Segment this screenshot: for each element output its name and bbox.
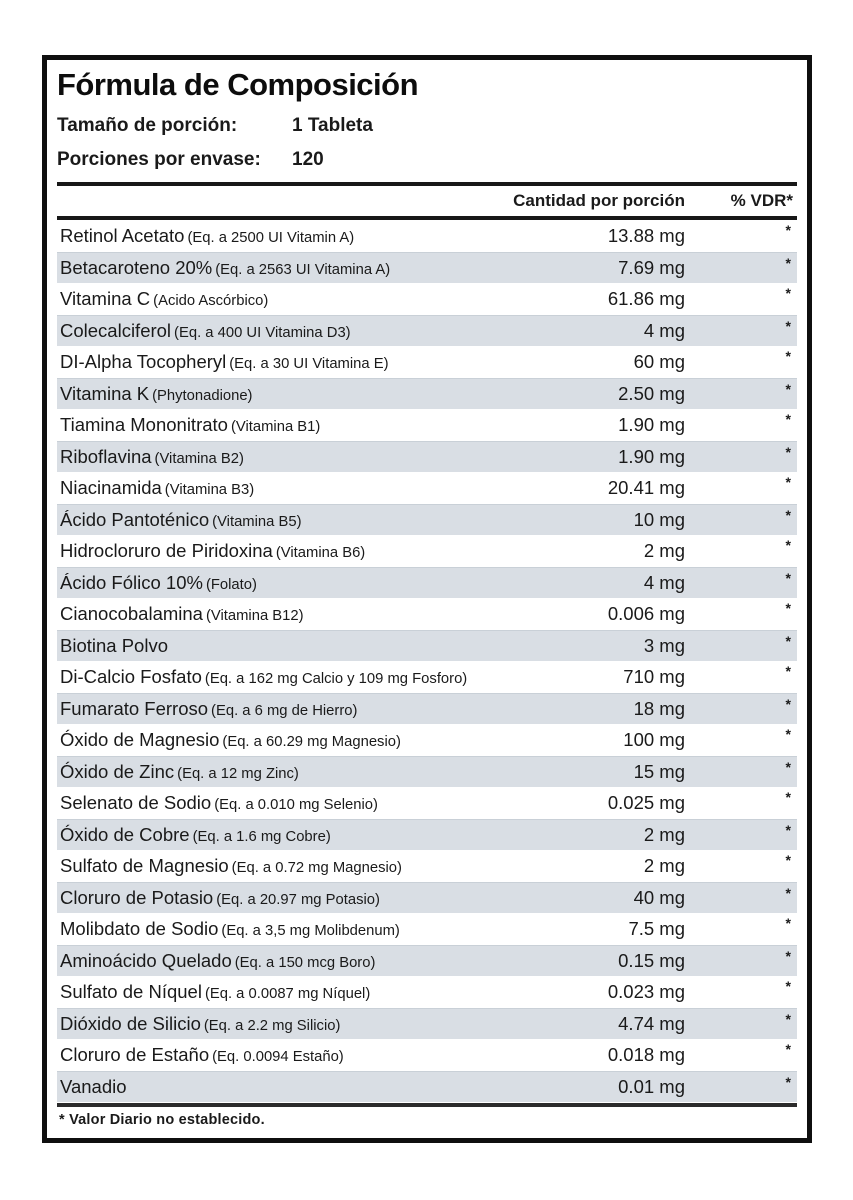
table-row [57, 220, 797, 252]
table-row [57, 945, 797, 977]
ingredient-amount: 1.90 mg [618, 414, 685, 436]
ingredient-detail: (Vitamina B3) [164, 481, 255, 498]
servings-per-container-label: Porciones por envase: [57, 148, 261, 170]
table-row [57, 598, 797, 630]
ingredient-detail: (Eq. 0.0094 Estaño) [212, 1048, 344, 1065]
table-row [57, 504, 797, 536]
ingredient-name-cell [57, 382, 470, 404]
ingredient-name: DI-Alpha Tocopheryl [60, 350, 227, 372]
ingredient-amount: 10 mg [633, 509, 685, 531]
ingredient-amount: 7.5 mg [628, 918, 685, 940]
serving-size-value: 1 Tableta [292, 114, 373, 136]
ingredient-name: Óxido de Zinc [60, 760, 175, 782]
ingredient-name: Vitamina C [60, 287, 151, 309]
ingredient-detail: (Eq. a 0.72 mg Magnesio) [231, 859, 402, 876]
ingredient-name: Betacaroteno 20% [60, 256, 213, 278]
ingredient-amount: 20.41 mg [607, 477, 685, 499]
table-row [57, 630, 797, 662]
ingredient-detail: (Eq. a 162 mg Calcio y 109 mg Fosforo) [204, 670, 468, 687]
ingredient-amount: 2 mg [643, 540, 685, 562]
ingredient-detail: (Vitamina B2) [154, 450, 244, 467]
ingredient-name: Biotina Polvo [60, 634, 168, 656]
table-row [57, 976, 797, 1008]
ingredient-name: Tiamina Mononitrato [60, 413, 228, 435]
ingredient-vdr: * [785, 852, 791, 869]
supplement-facts-label [42, 55, 812, 1143]
ingredient-rows [57, 220, 797, 1102]
ingredient-name: Niacinamida [60, 476, 162, 498]
ingredient-vdr: * [785, 1041, 791, 1058]
ingredient-name: Sulfato de Níquel [60, 980, 202, 1002]
ingredient-amount: 0.006 mg [607, 603, 685, 625]
ingredient-name: Cloruro de Potasio [60, 886, 214, 908]
ingredient-detail: (Eq. a 3,5 mg Molibdenum) [221, 922, 400, 939]
ingredient-detail: (Eq. a 2563 UI Vitamina A) [215, 261, 391, 278]
ingredient-amount: 4.74 mg [618, 1013, 685, 1035]
ingredient-vdr: * [785, 600, 791, 617]
table-row [57, 1039, 797, 1071]
ingredient-name: Fumarato Ferroso [60, 697, 209, 719]
ingredient-name-cell [57, 791, 470, 813]
ingredient-amount: 0.023 mg [607, 981, 685, 1003]
ingredient-vdr: * [785, 1010, 791, 1027]
ingredient-name: Hidrocloruro de Piridoxina [60, 539, 273, 561]
ingredient-detail: (Eq. a 2.2 mg Silicio) [203, 1017, 341, 1034]
ingredient-amount: 2.50 mg [618, 383, 685, 405]
ingredient-name-cell [57, 413, 470, 435]
ingredient-amount: 61.86 mg [607, 288, 685, 310]
column-header-amount: Cantidad por porción [513, 191, 685, 211]
ingredient-name-cell [57, 1012, 470, 1034]
ingredient-name-cell [57, 445, 470, 467]
page-title: Fórmula de Composición [57, 67, 419, 102]
servings-per-container-value: 120 [292, 148, 324, 170]
ingredient-name: Riboflavina [60, 445, 152, 467]
ingredient-name-cell [57, 287, 470, 309]
table-row [57, 724, 797, 756]
table-row [57, 283, 797, 315]
ingredient-detail: (Eq. a 12 mg Zinc) [177, 765, 299, 782]
ingredient-vdr: * [785, 978, 791, 995]
ingredient-detail: (Vitamina B1) [230, 418, 321, 435]
ingredient-detail: (Vitamina B5) [212, 513, 302, 530]
ingredient-name: Ácido Fólico 10% [60, 571, 203, 593]
ingredient-amount: 0.025 mg [607, 792, 685, 814]
ingredient-detail: (Eq. a 0.0087 mg Níquel) [204, 985, 371, 1002]
ingredient-name-cell [57, 980, 470, 1002]
ingredient-vdr: * [785, 348, 791, 365]
ingredient-name-cell [57, 602, 470, 624]
ingredient-amount: 60 mg [633, 351, 685, 373]
table-row [57, 378, 797, 410]
ingredient-name: Aminoácido Quelado [60, 949, 232, 971]
ingredient-name: Óxido de Magnesio [60, 728, 220, 750]
ingredient-detail: (Vitamina B6) [275, 544, 366, 561]
ingredient-name-cell [57, 760, 470, 782]
ingredient-name-cell [57, 665, 470, 687]
table-row [57, 756, 797, 788]
table-row [57, 819, 797, 851]
table-row [57, 252, 797, 284]
serving-size-row [57, 116, 797, 137]
ingredient-vdr: * [785, 317, 791, 334]
ingredient-name: Dióxido de Silicio [60, 1012, 201, 1034]
ingredient-amount: 4 mg [643, 572, 685, 594]
ingredient-name: Selenato de Sodio [60, 791, 212, 813]
ingredient-amount: 7.69 mg [618, 257, 685, 279]
ingredient-name-cell [57, 634, 470, 656]
ingredient-amount: 2 mg [643, 855, 685, 877]
ingredient-detail [168, 640, 171, 656]
ingredient-amount: 15 mg [633, 761, 685, 783]
servings-per-container-row [57, 150, 797, 171]
ingredient-vdr: * [785, 695, 791, 712]
ingredient-detail: (Eq. a 1.6 mg Cobre) [192, 828, 331, 845]
ingredient-detail: (Eq. a 150 mcg Boro) [234, 954, 376, 971]
ingredient-vdr: * [785, 947, 791, 964]
ingredient-amount: 0.15 mg [618, 950, 685, 972]
ingredient-detail: (Eq. a 30 UI Vitamina E) [229, 355, 389, 372]
ingredient-name: Sulfato de Magnesio [60, 854, 229, 876]
serving-size-label: Tamaño de porción: [57, 114, 238, 136]
ingredient-name: Ácido Pantoténico [60, 508, 210, 530]
ingredient-detail: (Eq. a 20.97 mg Potasio) [216, 891, 380, 908]
ingredient-name-cell [57, 476, 470, 498]
table-row [57, 567, 797, 599]
ingredient-name: Di-Calcio Fosfato [60, 665, 202, 687]
ingredient-name-cell [57, 256, 470, 278]
ingredient-amount: 2 mg [643, 824, 685, 846]
table-row [57, 787, 797, 819]
ingredient-amount: 40 mg [633, 887, 685, 909]
ingredient-name: Cloruro de Estaño [60, 1043, 210, 1065]
ingredient-name-cell [57, 508, 470, 530]
ingredient-amount: 18 mg [633, 698, 685, 720]
column-header-vdr: % VDR* [730, 191, 793, 211]
ingredient-name: Óxido de Cobre [60, 823, 190, 845]
ingredient-detail: (Eq. a 6 mg de Hierro) [211, 702, 358, 719]
ingredient-amount: 0.018 mg [607, 1044, 685, 1066]
table-row [57, 850, 797, 882]
ingredient-vdr: * [785, 285, 791, 302]
ingredient-amount: 3 mg [643, 635, 685, 657]
column-header-row [57, 186, 797, 216]
ingredient-name-cell [57, 1075, 470, 1097]
ingredient-name-cell [57, 917, 470, 939]
table-row [57, 409, 797, 441]
ingredient-name: Cianocobalamina [60, 602, 203, 624]
table-row [57, 346, 797, 378]
ingredient-vdr: * [785, 380, 791, 397]
ingredient-name-cell [57, 571, 470, 593]
ingredient-detail: (Eq. a 60.29 mg Magnesio) [222, 733, 401, 750]
ingredient-vdr: * [785, 443, 791, 460]
table-row [57, 315, 797, 347]
ingredient-amount: 0.01 mg [618, 1076, 685, 1098]
table-row [57, 661, 797, 693]
ingredient-detail: (Eq. a 2500 UI Vitamin A) [187, 229, 355, 246]
ingredient-name-cell [57, 539, 470, 561]
ingredient-amount: 4 mg [643, 320, 685, 342]
ingredient-vdr: * [785, 884, 791, 901]
table-row [57, 472, 797, 504]
ingredient-amount: 13.88 mg [607, 225, 685, 247]
ingredient-detail: (Acido Ascórbico) [153, 292, 269, 309]
ingredient-vdr: * [785, 821, 791, 838]
ingredient-amount: 1.90 mg [618, 446, 685, 468]
ingredient-vdr: * [785, 537, 791, 554]
ingredient-name-cell [57, 350, 470, 372]
ingredient-name-cell [57, 697, 470, 719]
ingredient-vdr: * [785, 915, 791, 932]
ingredient-name-cell [57, 728, 470, 750]
ingredient-detail: (Eq. a 400 UI Vitamina D3) [174, 324, 351, 341]
ingredient-vdr: * [785, 758, 791, 775]
ingredient-name-cell [57, 224, 470, 246]
ingredient-vdr: * [785, 222, 791, 239]
ingredient-detail: (Phytonadione) [152, 387, 253, 404]
ingredient-name-cell [57, 854, 470, 876]
ingredient-vdr: * [785, 474, 791, 491]
ingredient-vdr: * [785, 789, 791, 806]
ingredient-name-cell [57, 886, 470, 908]
ingredient-detail: (Eq. a 0.010 mg Selenio) [214, 796, 378, 813]
ingredient-name-cell [57, 319, 470, 341]
ingredient-vdr: * [785, 411, 791, 428]
table-row [57, 913, 797, 945]
table-row [57, 1008, 797, 1040]
ingredient-vdr: * [785, 254, 791, 271]
ingredient-name-cell [57, 949, 470, 971]
ingredient-vdr: * [785, 663, 791, 680]
ingredient-name: Molibdato de Sodio [60, 917, 219, 939]
ingredient-vdr: * [785, 1073, 791, 1090]
footnote: * Valor Diario no establecido. [59, 1112, 265, 1129]
ingredient-name: Retinol Acetato [60, 224, 185, 246]
ingredient-detail: (Folato) [205, 576, 257, 593]
ingredient-name: Vanadio [60, 1075, 127, 1097]
ingredient-vdr: * [785, 632, 791, 649]
ingredient-detail [127, 1081, 130, 1097]
ingredient-vdr: * [785, 569, 791, 586]
table-row [57, 535, 797, 567]
ingredient-vdr: * [785, 506, 791, 523]
ingredient-name: Vitamina K [60, 382, 150, 404]
table-row [57, 693, 797, 725]
ingredient-name: Colecalciferol [60, 319, 172, 341]
ingredient-detail: (Vitamina B12) [205, 607, 304, 624]
table-row [57, 882, 797, 914]
ingredient-name-cell [57, 1043, 470, 1065]
ingredient-vdr: * [785, 726, 791, 743]
table-row [57, 1071, 797, 1103]
ingredient-amount: 100 mg [623, 729, 685, 751]
table-row [57, 441, 797, 473]
ingredient-amount: 710 mg [623, 666, 685, 688]
ingredient-name-cell [57, 823, 470, 845]
